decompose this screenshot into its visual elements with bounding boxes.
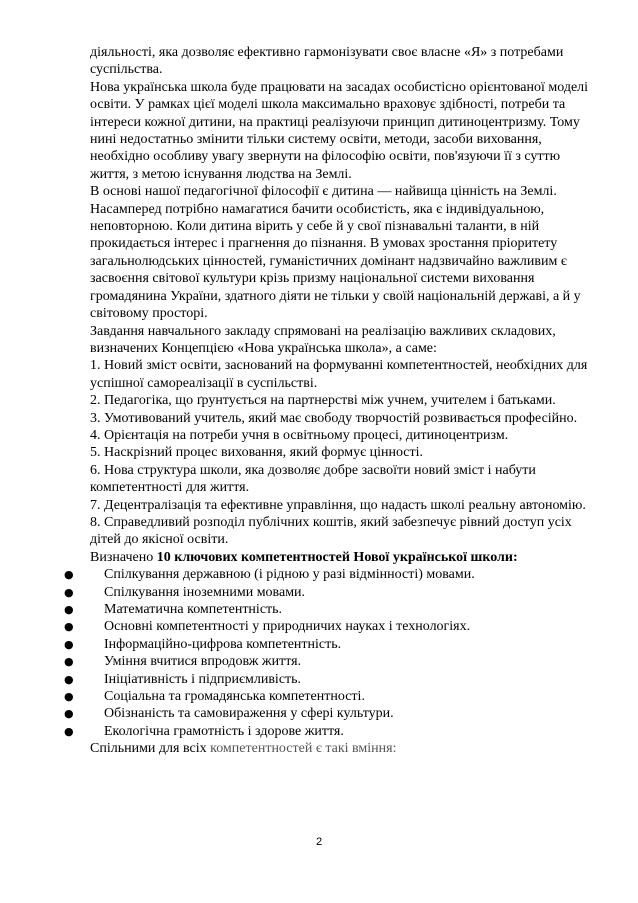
bullet-icon: ● bbox=[64, 585, 74, 599]
bullet-icon: ● bbox=[64, 603, 74, 616]
list-item: 5. Наскрізний процес виховання, який формує цінності. bbox=[90, 445, 424, 461]
closing-part2: компетентностей є такі вміння: bbox=[210, 741, 397, 757]
bullet-icon: ● bbox=[64, 620, 74, 634]
paragraph: Завдання навчального закладу спрямовані на реалізацію важливих складових, визначених Концепцією «Нова українська школа», а саме: bbox=[90, 323, 556, 356]
competency-text: Основні компетентності у природничих науках і технологіях. bbox=[104, 619, 471, 635]
bullet-icon: ● bbox=[64, 690, 74, 704]
bullet-icon: ● bbox=[64, 568, 74, 582]
list-item bbox=[64, 688, 602, 705]
list-item bbox=[64, 723, 602, 740]
list-item bbox=[64, 584, 602, 601]
competency-text: Спілкування державною (і рідною у разі відмінності) мовами. bbox=[104, 567, 475, 583]
closing-part1: Спільними для всіх bbox=[90, 741, 211, 757]
page-number: 2 bbox=[315, 836, 323, 848]
list-item: 6. Нова структура школи, яка дозволяє добре засвоїти новий зміст і набути компетентності для життя. bbox=[90, 462, 536, 496]
competency-text: Соціальна та громадянська компетентності. bbox=[104, 689, 365, 705]
bullet-icon: ● bbox=[64, 637, 74, 651]
competency-text: Інформаційно-цифрова компетентність. bbox=[104, 636, 342, 652]
paragraph: діяльності, яка дозволяє ефективно гармонізувати своє власне «Я» з потребами суспільства. bbox=[90, 45, 564, 78]
bullet-icon: ● bbox=[64, 707, 74, 721]
list-item: 7. Децентралізація та ефективне управління, що надасть школі реальну автономію. bbox=[90, 497, 586, 513]
bullet-icon: ● bbox=[64, 655, 74, 669]
paragraph: Нова українська школа буде працювати на засадах особистісно орієнтованої моделі освіти. У рамках цієї моделі школа максимально враховує здібності, потреби та інтереси кожної дитини, на практиці реалізуючи принцип дитиноцентризму. Тому нині недостатньо змінити тільки систему освіти, методи, засоби виховання, необхідно особливу увагу звернути на філософію освіти, пов'язуючи її з суттю життя, з метою існування людства на Землі. bbox=[90, 79, 589, 182]
competencies-intro bbox=[90, 549, 602, 566]
intro-prefix: Визначено bbox=[90, 549, 157, 565]
closing-line bbox=[90, 740, 602, 757]
list-item: 2. Педагогіка, що ґрунтується на партнерстві між учнем, учителем і батьками. bbox=[90, 393, 556, 409]
list-item bbox=[64, 618, 602, 635]
list-item: 4. Орієнтація на потреби учня в освітньому процесі, дитиноцентризм. bbox=[90, 427, 509, 443]
list-item bbox=[64, 601, 602, 618]
competency-text: Спілкування іноземними мовами. bbox=[104, 584, 306, 600]
competency-text: Обізнаність та самовираження у сфері культури. bbox=[104, 706, 394, 722]
paragraph: В основі нашої педагогічної філософії є дитина — найвища цінність на Землі. Насамперед потрібно намагатися бачити особистість, яка є індивідуальною, неповторною. Коли дитина вірить у себе й у свої пізнавальні таланти, в ній прокидається інтерес і прагнення до пізнання. В умовах зростання пріоритету загальнолюдських цінностей, гуманістичних домінант надзвичайно важливим є засвоєння світової культури крізь призму національної системи виховання громадянина України, здатного діяти не тільки у своїй національній державі, а й у світовому просторі. bbox=[90, 184, 581, 322]
list-item: 8. Справедливий розподіл публічних коштів, який забезпечує рівний доступ усіх дітей до якісної освіти. bbox=[90, 514, 572, 548]
list-item: 3. Умотивований учитель, який має свободу творчостій розвивається професійно. bbox=[90, 410, 578, 426]
competency-text: Математична компетентність. bbox=[104, 602, 283, 617]
list-item bbox=[64, 671, 602, 688]
competencies-list bbox=[64, 566, 602, 740]
competency-text: Ініціативність і підприємливість. bbox=[104, 671, 302, 687]
document-page bbox=[64, 44, 602, 758]
bullet-icon: ● bbox=[64, 724, 74, 738]
list-item bbox=[64, 653, 602, 670]
intro-bold: 10 ключових компетентностей Нової української школи: bbox=[156, 549, 518, 565]
list-item: 1. Новий зміст освіти, заснований на формуванні компетентностей, необхідних для успішної самореалізації в суспільстві. bbox=[90, 358, 588, 391]
list-item bbox=[64, 566, 602, 583]
list-item bbox=[64, 636, 602, 653]
competency-text: Уміння вчитися впродовж життя. bbox=[104, 654, 302, 670]
list-item bbox=[64, 705, 602, 722]
bullet-icon: ● bbox=[64, 672, 74, 686]
competency-text: Екологічна грамотність і здорове життя. bbox=[104, 723, 344, 739]
